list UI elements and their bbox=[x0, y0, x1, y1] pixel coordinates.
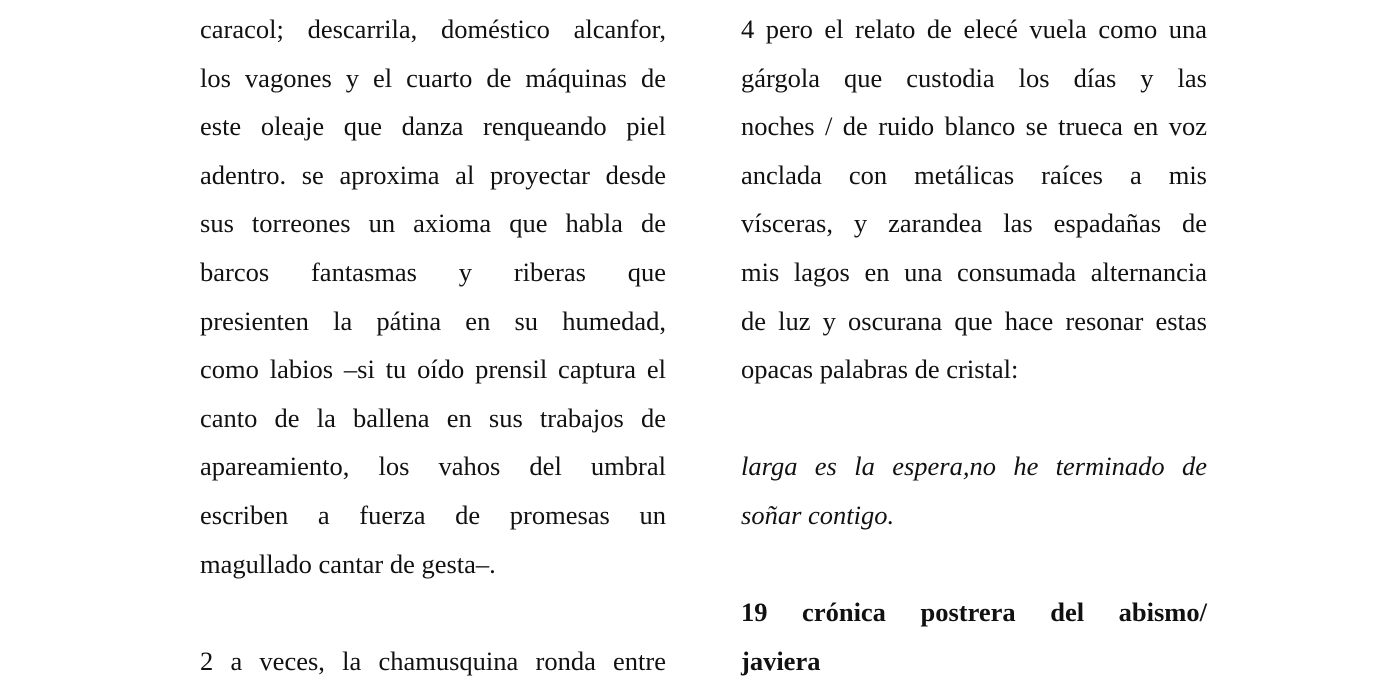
quote-line: soñar contigo. bbox=[741, 499, 895, 530]
paragraph-gap bbox=[741, 540, 1207, 589]
text-line: como labios –si tu oído prensil captura el bbox=[200, 354, 666, 385]
text-line: apareamiento, los vahos del umbral bbox=[200, 451, 666, 482]
left-paragraph-2 bbox=[200, 637, 666, 686]
text-line: noches / de ruido blanco se trueca en voz bbox=[741, 111, 1207, 142]
quote-line: larga es la espera,no he terminado de bbox=[741, 451, 1207, 482]
heading-line: javiera bbox=[741, 645, 821, 676]
text-line: opacas palabras de cristal: bbox=[741, 354, 1019, 385]
right-paragraph-1 bbox=[741, 5, 1207, 394]
text-line: este oleaje que danza renqueando piel bbox=[200, 111, 666, 142]
text-line: sus torreones un axioma que habla de bbox=[200, 208, 666, 239]
text-line: mis lagos en una consumada alternancia bbox=[741, 256, 1207, 287]
heading-line: 19 crónica postrera del abismo/ bbox=[741, 597, 1207, 628]
right-column bbox=[741, 5, 1207, 685]
text-line: escriben a fuerza de promesas un bbox=[200, 499, 666, 530]
paragraph-gap bbox=[200, 588, 666, 637]
paragraph-gap bbox=[741, 394, 1207, 443]
text-line: vísceras, y zarandea las espadañas de bbox=[741, 208, 1207, 239]
section-heading bbox=[741, 588, 1207, 685]
text-line: 4 pero el relato de elecé vuela como una bbox=[741, 14, 1207, 44]
text-line: de luz y oscurana que hace resonar estas bbox=[741, 305, 1207, 336]
left-paragraph-1 bbox=[200, 5, 666, 588]
italic-quote bbox=[741, 442, 1207, 539]
text-line: barcos fantasmas y riberas que bbox=[200, 256, 666, 287]
text-line: 2 a veces, la chamusquina ronda entre bbox=[200, 645, 666, 676]
left-column bbox=[200, 5, 666, 685]
text-line: anclada con metálicas raíces a mis bbox=[741, 159, 1207, 190]
text-line: magullado cantar de gesta–. bbox=[200, 548, 496, 579]
text-line: presienten la pátina en su humedad, bbox=[200, 305, 666, 336]
text-line: caracol; descarrila, doméstico alcanfor, bbox=[200, 14, 666, 44]
text-line: canto de la ballena en sus trabajos de bbox=[200, 402, 666, 433]
text-line: adentro. se aproxima al proyectar desde bbox=[200, 159, 666, 190]
text-line: los vagones y el cuarto de máquinas de bbox=[200, 62, 666, 93]
text-line: gárgola que custodia los días y las bbox=[741, 62, 1207, 93]
